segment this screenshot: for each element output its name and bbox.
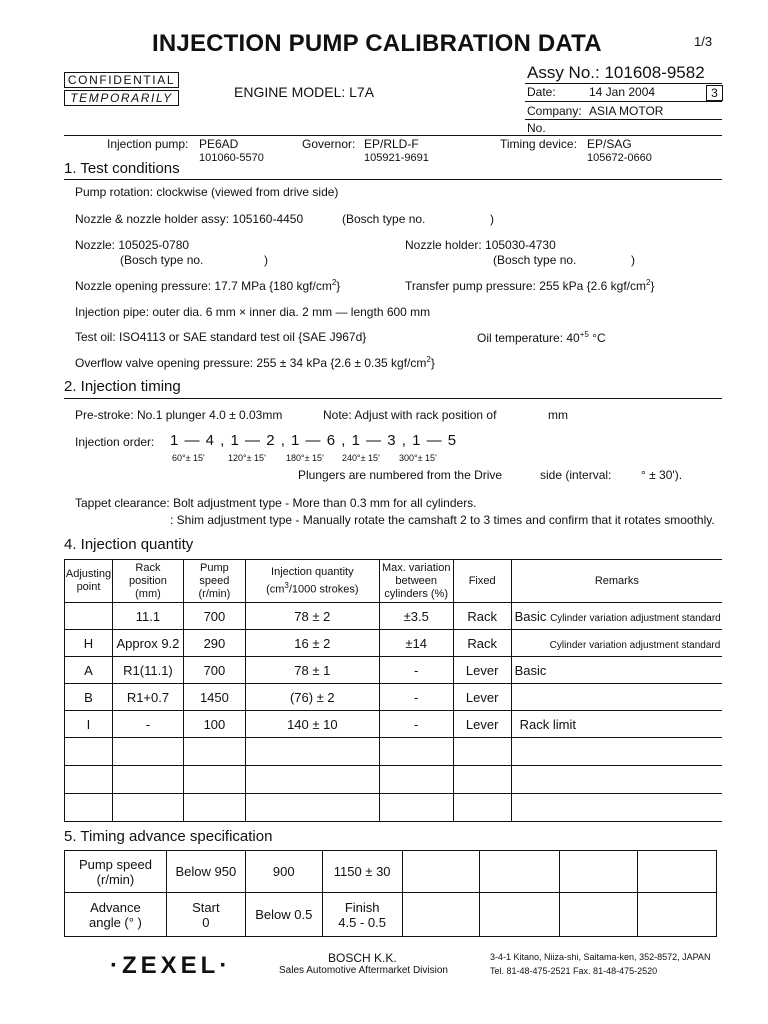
- var-header: Max. variation between cylinders (%): [379, 560, 453, 603]
- paren: ): [631, 253, 635, 267]
- order-angle: 120°± 15': [228, 453, 266, 463]
- company-label: Company:: [527, 104, 582, 118]
- rack-header: Rack position (mm): [112, 560, 183, 603]
- overflow-pressure: Overflow valve opening pressure: 255 ± 34 kPa {2.6 ± 0.35 kgf/$cm^2$}: [75, 355, 435, 370]
- footer-division: Sales Automotive Aftermarket Division: [279, 965, 448, 976]
- no-label: No.: [527, 121, 546, 135]
- timing-value: EP/SAG: [587, 137, 632, 151]
- nozzle-assy: Nozzle & nozzle holder assy: 105160-4450: [75, 212, 304, 226]
- revision-box: 3: [706, 85, 723, 101]
- temporarily-stamp: TEMPORARILY: [64, 90, 179, 106]
- paren: ): [490, 212, 494, 226]
- fixed-header: Fixed: [453, 560, 511, 603]
- injection-timing-heading: 2. Injection timing: [64, 378, 181, 395]
- order-angle: 60°± 15': [172, 453, 205, 463]
- zexel-logo: ·ZEXEL·: [110, 952, 232, 979]
- test-oil: Test oil: ISO4113 or SAE standard test oil {SAE J967d}: [75, 330, 367, 344]
- confidential-stamp: CONFIDENTIAL: [64, 72, 179, 88]
- table-row: 11.1 700 78 ± 2 ±3.5 Rack Basic Cylinder variation adjustment standard: [65, 603, 723, 630]
- transfer-pump-pressure: Transfer pump pressure: 255 kPa {2.6 kgf/$cm^2$}: [405, 278, 655, 293]
- nozzle-holder-bosch: (Bosch type no.: [493, 253, 577, 267]
- nozzle: Nozzle: 105025-0780: [75, 238, 190, 252]
- nozzle-bosch: (Bosch type no.: [120, 253, 204, 267]
- timing-code: 105672-0660: [587, 152, 652, 164]
- table-row: B R1+0.7 1450 (76) ± 2 - Lever: [65, 684, 723, 711]
- page-title: INJECTION PUMP CALIBRATION DATA: [152, 30, 602, 57]
- angle-label: Advance angle (° ): [65, 893, 167, 937]
- table-row: A R1(11.1) 700 78 ± 1 - Lever Basic: [65, 657, 723, 684]
- plungers-note: Plungers are numbered from the Drive: [298, 468, 503, 482]
- pump-label: Injection pump:: [107, 137, 189, 151]
- page-number: 1/3: [694, 34, 713, 49]
- nozzle-opening-pressure: Nozzle opening pressure: 17.7 MPa {180 kgf/$cm^2$}: [75, 278, 341, 293]
- company-value: ASIA MOTOR: [589, 104, 664, 118]
- paren: ): [264, 253, 268, 267]
- footer-address: 3-4-1 Kitano, Niiza-shi, Saitama-ken, 352-8572, JAPAN: [490, 952, 711, 962]
- qty-header: Injection quantity ($cm^3/1000$ strokes): [245, 560, 379, 603]
- tappet-bolt: Tappet clearance: Bolt adjustment type - More than 0.3 mm for all cylinders.: [75, 496, 477, 510]
- timing-advance-heading: 5. Timing advance specification: [64, 828, 273, 845]
- table-row: H Approx 9.2 290 16 ± 2 ±14 Rack Cylinder variation adjustment standard: [65, 630, 723, 657]
- pump-code: 101060-5570: [199, 152, 264, 164]
- date-label: Date:: [527, 85, 556, 99]
- test-conditions-heading: 1. Test conditions: [64, 160, 180, 177]
- interval-value: ° ± 30').: [641, 468, 683, 482]
- injection-pipe: Injection pipe: outer dia. 6 mm × inner dia. 2 mm — length 600 mm: [75, 305, 431, 319]
- oil-temperature: Oil temperature: $40^{+5}$ °C: [477, 330, 606, 345]
- assy-number: Assy No.: 101608-9582: [527, 63, 705, 82]
- timing-label: Timing device:: [500, 137, 577, 151]
- table-row: [65, 794, 723, 822]
- rack-note: Note: Adjust with rack position of: [323, 408, 497, 422]
- footer-tel: Tel. 81-48-475-2521 Fax. 81-48-475-2520: [490, 966, 658, 976]
- injection-quantity-heading: 4. Injection quantity: [64, 536, 194, 553]
- speed-header: Pump speed (r/min): [183, 560, 245, 603]
- nozzle-holder: Nozzle holder: 105030-4730: [405, 238, 556, 252]
- rack-note-unit: mm: [548, 408, 568, 422]
- timing-advance-table: Pump speed (r/min) Below 950 900 1150 ± 30 Advance angle (° ) Start 0 Below 0.5 Finish 4.5 - 0.5: [64, 850, 717, 937]
- governor-code: 105921-9691: [364, 152, 429, 164]
- date-value: 14 Jan 2004: [589, 85, 656, 99]
- order-angle: 180°± 15': [286, 453, 324, 463]
- pump-rotation: Pump rotation: clockwise (viewed from drive side): [75, 185, 339, 199]
- tappet-shim: : Shim adjustment type - Manually rotate the camshaft 2 to 3 times and confirm that it rotates smoothly.: [170, 513, 715, 527]
- pump-value: PE6AD: [199, 137, 239, 151]
- table-row: [65, 738, 723, 766]
- prestroke: Pre-stroke: No.1 plunger 4.0 ± 0.03mm: [75, 408, 283, 422]
- interval-note: side (interval:: [540, 468, 612, 482]
- engine-model: ENGINE MODEL: L7A: [234, 84, 375, 100]
- governor-value: EP/RLD-F: [364, 137, 419, 151]
- governor-label: Governor:: [302, 137, 356, 151]
- order-angle: 300°± 15': [399, 453, 437, 463]
- table-row: I - 100 140 ± 10 - Lever Rack limit: [65, 711, 723, 738]
- adj-header: Adjusting point: [65, 560, 113, 603]
- nozzle-assy-bosch: (Bosch type no.: [342, 212, 426, 226]
- footer-company: BOSCH K.K.: [328, 951, 397, 965]
- speed-label: Pump speed (r/min): [65, 851, 167, 893]
- order-angle: 240°± 15': [342, 453, 380, 463]
- table-row: [65, 766, 723, 794]
- order-label: Injection order:: [75, 435, 155, 449]
- remarks-header: Remarks: [511, 560, 722, 603]
- injection-order: 1 — 4 , 1 — 2 , 1 — 6 , 1 — 3 , 1 — 5: [170, 432, 458, 449]
- injection-quantity-table: [64, 559, 722, 822]
